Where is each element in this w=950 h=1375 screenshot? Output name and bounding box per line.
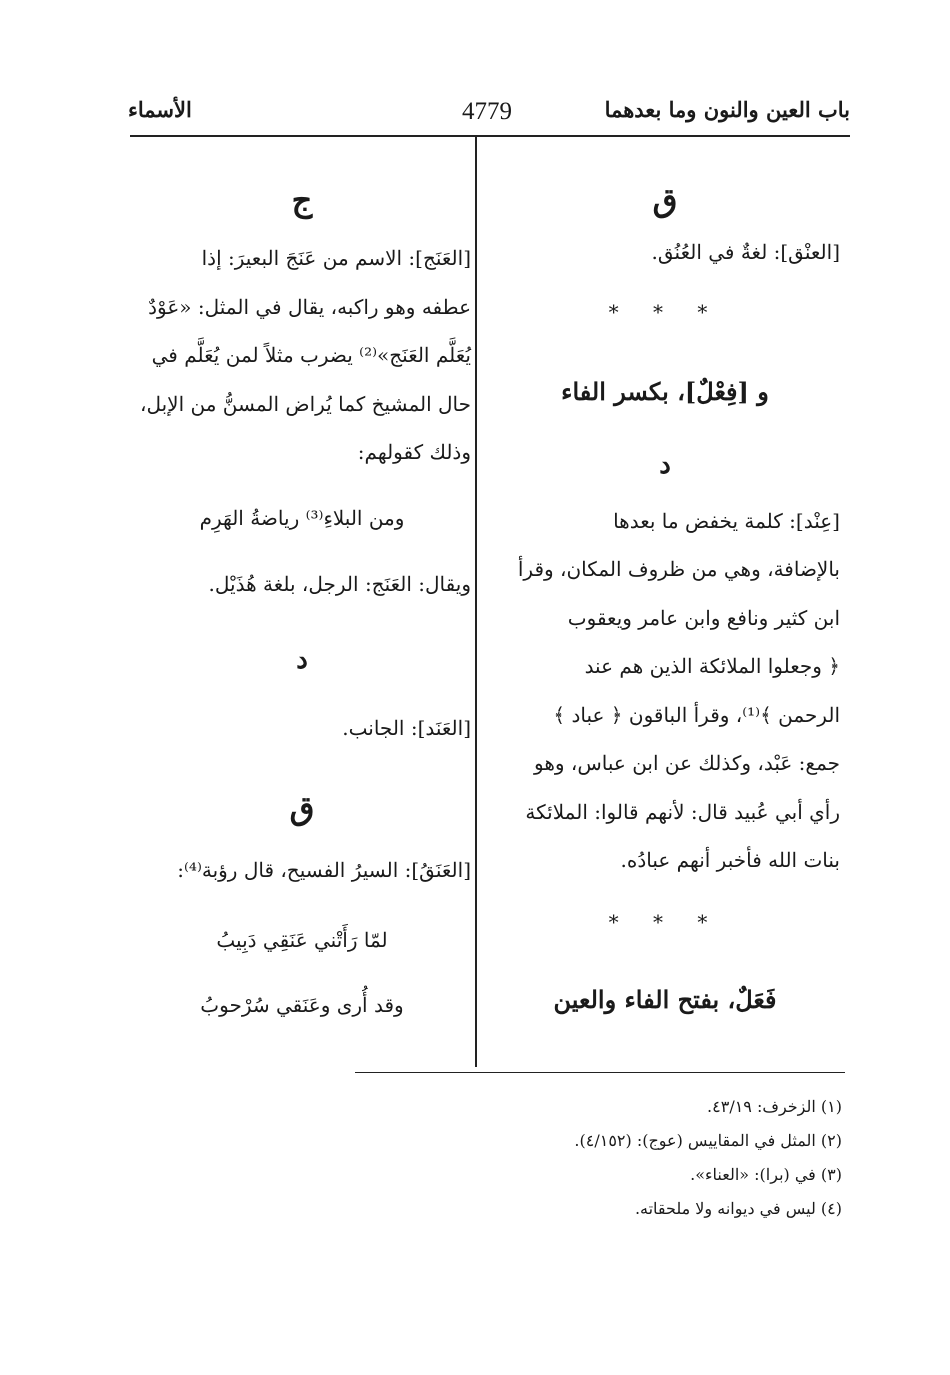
letter-qaf: ق (289, 789, 315, 827)
footnotes (422, 1090, 842, 1226)
pattern-heading: و [فِعْلٌ]، بكسر الفاء (561, 377, 769, 406)
text-line: ﴿ وجعلوا الملائكة الذين هم عند (584, 654, 840, 678)
text-line: حال المشيخ كما يُراض المسنُّ من الإبل، (140, 392, 471, 416)
footnote: (٢) المثل في المقاييس (عوج): (٤/١٥٢). (574, 1131, 842, 1150)
footnote: (٣) في (برا): «العناء». (690, 1165, 842, 1184)
verse-line: وقد أُرى وعَنَقي سُرْحوبُ (200, 993, 404, 1017)
entry-unuq: [العنْق]: لغةٌ في العُنُق. (651, 240, 840, 264)
entry-anaq: [العَنَقُ]: السيرُ الفسيح، قال رؤبة⁽⁴⁾: (177, 858, 471, 882)
page-number: 4779 (462, 98, 512, 125)
letter-dal: د (659, 450, 671, 480)
text-line: ابن كثير ونافع وابن عامر ويعقوب (567, 606, 840, 630)
header-rule (130, 135, 850, 137)
text-line: جمع: عَبْد، وكذلك عن ابن عباس، وهو (534, 751, 840, 775)
text-line: رأي أبي عُبيد قال: لأنهم قالوا: الملائكة (525, 800, 840, 824)
letter-jim: ج (291, 181, 313, 219)
footnote-rule (355, 1072, 845, 1073)
text-line: الرحمن ﴾⁽¹⁾، وقرأ الباقون ﴿ عباد ﴾ (553, 703, 840, 727)
pattern-heading: فَعَلٌ، بفتح الفاء والعين (553, 985, 777, 1014)
text-line: ويقال: العَنَج: الرجل، بلغة هُذَيْل. (208, 572, 471, 596)
footnote: (٤) ليس في ديوانه ولا ملحقاته. (634, 1199, 842, 1218)
letter-qaf: ق (652, 181, 678, 219)
column-divider (475, 137, 477, 1067)
text-line: بالإضافة، وهي من ظروف المكان، وقرأ (517, 557, 840, 581)
footnote: (١) الزخرف: ٤٣/١٩. (707, 1097, 842, 1116)
verse-line: ومن البلاءِ⁽³⁾ رياضةُ الهَرِم (199, 506, 405, 530)
text-line: [العَنَج]: الاسم من عَنَجَ البعيرَ: إذا (201, 246, 471, 270)
text-line: [عِنْد]: كلمة يخفض ما بعدها (613, 509, 840, 533)
text-line: وذلك كقولهم: (357, 440, 471, 464)
verse-line: لمّا رَأَتْني عَنَقِي دَبِيبُ (216, 928, 388, 952)
entry-anad: [العَنَد]: الجانب. (342, 716, 471, 740)
text-line: يُعَلَّم العَنَج»⁽²⁾ يضرب مثلاً لمن يُعَلَّم في (151, 343, 471, 367)
text-line: بنات الله فأخبر أنهم عبادُه. (620, 848, 840, 872)
letter-dal: د (296, 645, 308, 675)
separator-stars: * * * (608, 300, 722, 324)
text-line: عطفه وهو راكبه، يقال في المثل: «عَوْدٌ (148, 295, 471, 319)
running-header-section: الأسماء (128, 97, 192, 122)
running-header-chapter: باب العين والنون وما بعدهما (604, 97, 850, 122)
separator-stars: * * * (608, 910, 722, 934)
